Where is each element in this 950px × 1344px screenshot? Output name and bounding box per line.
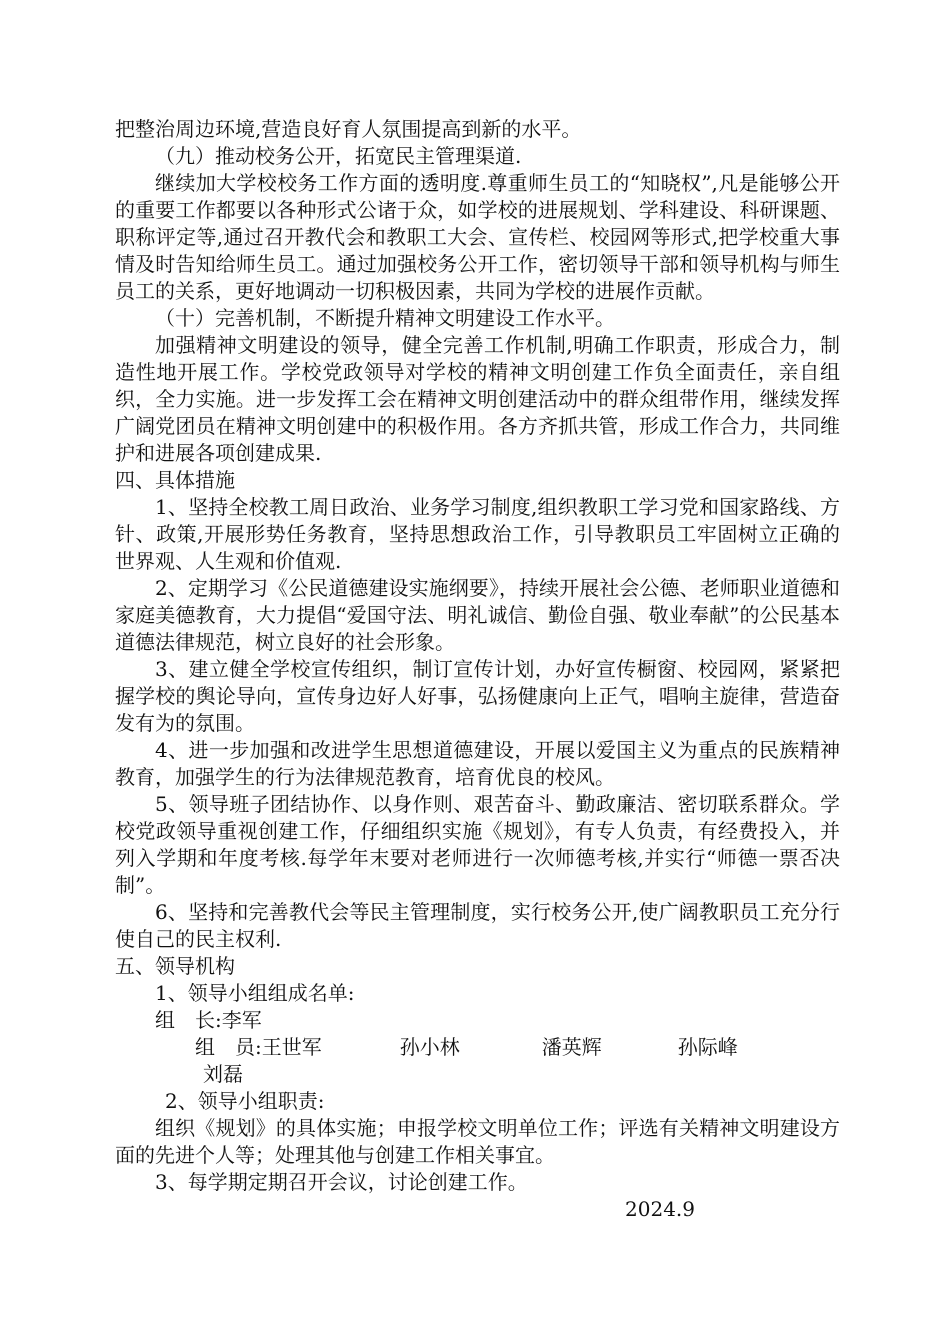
measure-item-5: 5、领导班子团结协作、以身作则、艰苦奋斗、勤政廉洁、密切联系群众。学校党政领导重视创建工作，仔细组织实施《规划》，有专人负责，有经费投入，并列入学期和年度考核.每学年末要对老师进行一次师德考核,并实行“师德一票否决制”。 (115, 792, 840, 897)
group-leader: 组 长:李军 (155, 1008, 262, 1032)
paragraph-transparency: 继续加大学校校务工作方面的透明度.尊重师生员工的“知晓权”,凡是能够公开的重要工作都要以各种形式公诸于众，如学校的进展规划、学科建设、科研课题、职称评定等,通过召开教代会和教职工大会、宣传栏、校园网等形式,把学校重大事情及时告知给师生员工。通过加强校务公开工作，密切领导干部和领导机构与师生员工的关系，更好地调动一切积极因素，共同为学校的进展作贡献。 (115, 171, 840, 303)
member-name: 刘磊 (203, 1062, 243, 1086)
group-members (115, 1034, 840, 1088)
paragraph-environment: 把整治周边环境,营造良好育人氛围提高到新的水平。 (115, 117, 582, 141)
member-name: 潘英辉 (541, 1035, 602, 1059)
section-heading-measures: 四、具体措施 (115, 468, 235, 492)
group-duties-heading: 2、领导小组职责: (165, 1089, 325, 1113)
paragraph-leadership: 加强精神文明建设的领导，健全完善工作机制,明确工作职责，形成合力，制造性地开展工作。学校党政领导对学校的精神文明创建工作负全面责任，亲自组织，全力实施。进一步发挥工会在精神文明创建活动中的群众组带作用，继续发挥广阔党团员在精神文明创建中的积极作用。各方齐抓共管，形成工作合力，共同维护和进展各项创建成果. (115, 333, 840, 465)
measure-item-3: 3、建立健全学校宣传组织，制订宣传计划，办好宣传橱窗、校园网，紧紧把握学校的舆论导向，宣传身边好人好事，弘扬健康向上正气，唱响主旋律，营造奋发有为的氛围。 (115, 657, 840, 735)
section-heading-leadership: 五、领导机构 (115, 954, 235, 978)
group-duties: 组织《规划》的具体实施；申报学校文明单位工作；评选有关精神文明建设方面的先进个人等；处理其他与创建工作相关事宜。 (115, 1116, 840, 1167)
member-name: 孙小林 (399, 1035, 460, 1059)
heading-ten: （十）完善机制，不断提升精神文明建设工作水平。 (155, 306, 615, 330)
measure-item-4: 4、进一步加强和改进学生思想道德建设，开展以爱国主义为重点的民族精神教育，加强学生的行为法律规范教育，培育优良的校风。 (115, 738, 840, 789)
document-date: 2024.9 (625, 1197, 695, 1221)
member-name: 孙际峰 (677, 1035, 738, 1059)
members-label: 组 员:王世军 (195, 1035, 322, 1059)
document-page (115, 116, 840, 1223)
measure-item-2: 2、定期学习《公民道德建设实施纲要》，持续开展社会公德、老师职业道德和家庭美德教育，大力提倡“爱国守法、明礼诚信、勤俭自强、敬业奉献”的公民基本道德法律规范，树立良好的社会形象。 (115, 576, 840, 654)
measure-item-1: 1、坚持全校教工周日政治、业务学习制度,组织教职工学习党和国家路线、方针、政策,开展形势任务教育，坚持思想政治工作，引导教职员工牢固树立正确的世界观、人生观和价值观. (115, 495, 840, 573)
heading-nine: （九）推动校务公开，拓宽民主管理渠道. (155, 144, 522, 168)
group-list-heading: 1、领导小组组成名单: (155, 981, 355, 1005)
meeting-note: 3、每学期定期召开会议，讨论创建工作。 (155, 1170, 528, 1194)
measure-item-6: 6、坚持和完善教代会等民主管理制度，实行校务公开,使广阔教职员工充分行使自己的民主权利. (115, 900, 840, 951)
